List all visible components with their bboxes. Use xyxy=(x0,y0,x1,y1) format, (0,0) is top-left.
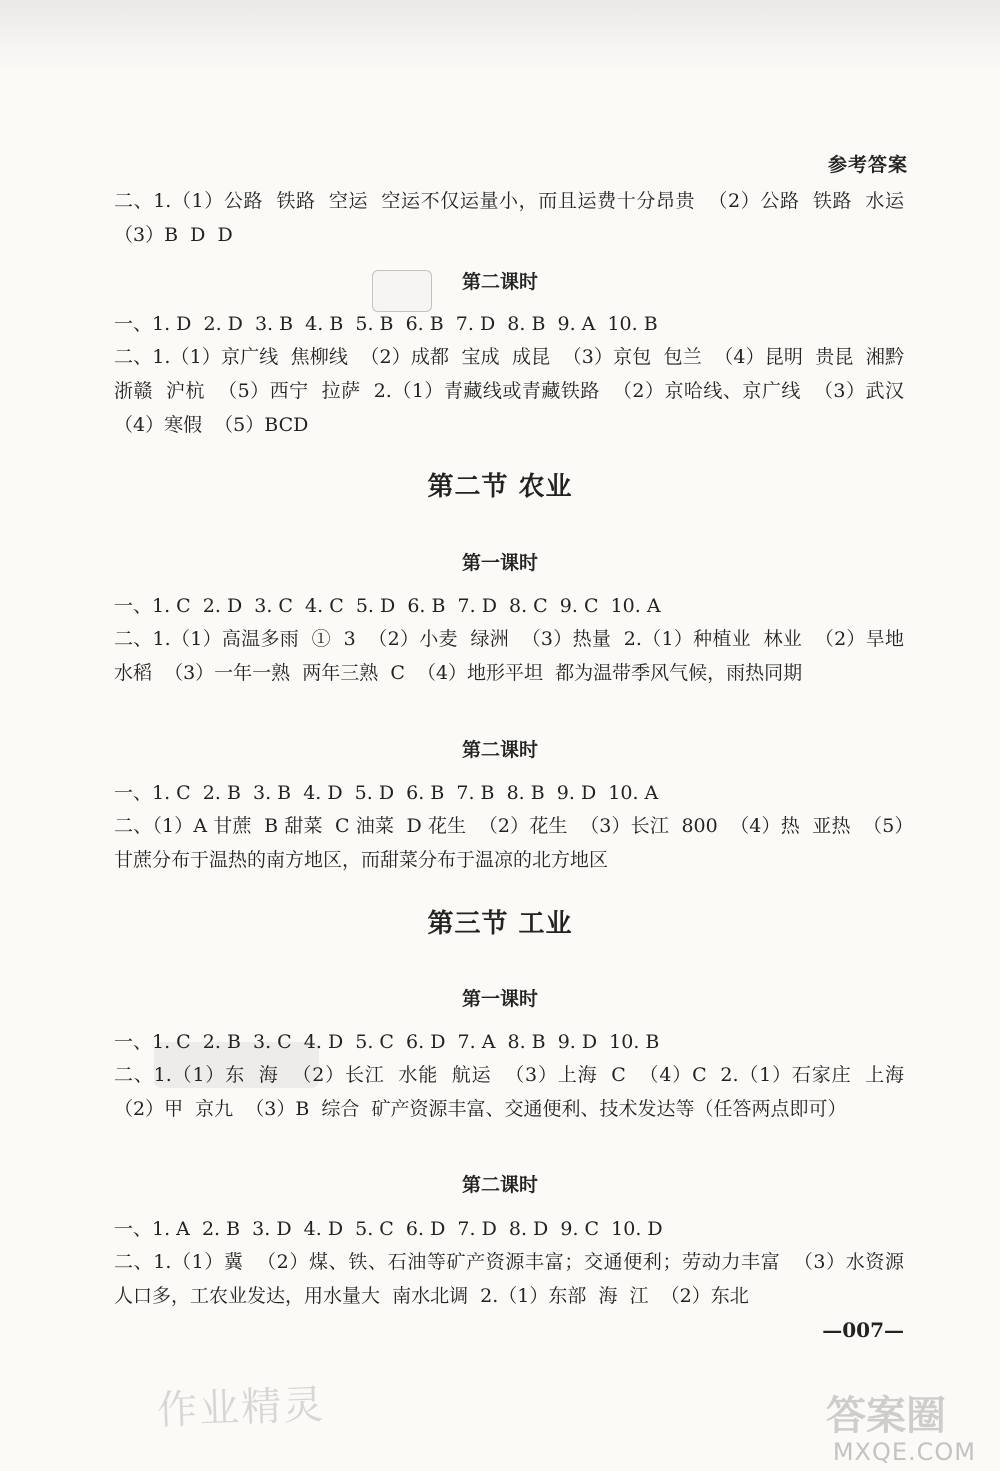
paragraph-8: 一、1. C 2. B 3. C 4. D 5. C 6. D 7. A 8. B 9. D 10. B xyxy=(114,1031,660,1053)
watermark-url: MXQE.COM xyxy=(832,1438,976,1466)
scan-top-shadow xyxy=(0,0,1000,70)
page-number: —007— xyxy=(822,1318,904,1342)
paragraph-10: 一、1. A 2. B 3. D 4. D 5. C 6. D 7. D 8. D 9. C 10. D xyxy=(114,1218,663,1240)
watermark-right: 答案圈 xyxy=(826,1392,946,1439)
section-title: 第二节 农业 xyxy=(427,472,573,502)
answer-key-header: 参考答案 xyxy=(827,154,908,176)
paragraph-5: 二、1.（1）高温多雨 ① 3 （2）小麦 绿洲 （3）热量 2.（1）种植业 林业 （2）旱地 水稻 （3）一年一熟 两年三熟 C （4）地形平坦 都为温带季风气候，雨热同期 xyxy=(114,628,917,684)
section-title: 第三节 工业 xyxy=(427,909,573,939)
paragraph-2: 一、1. D 2. D 3. B 4. B 5. B 6. B 7. D 8. B 9. A 10. B xyxy=(114,313,658,335)
paragraph-11: 二、1.（1）冀 （2）煤、铁、石油等矿产资源丰富；交通便利；劳动力丰富 （3）水资源 人口多，工农业发达，用水量大 南水北调 2.（1）东部 海 江 （2）东北 xyxy=(114,1251,917,1307)
paragraph-4: 一、1. C 2. D 3. C 4. C 5. D 6. B 7. D 8. C 9. C 10. A xyxy=(114,595,661,617)
lesson-title: 第一课时 xyxy=(461,988,538,1010)
paragraph-3: 二、1.（1）京广线 焦柳线 （2）成都 宝成 成昆 （3）京包 包兰 （4）昆明 贵昆 湘黔 浙赣 沪杭 （5）西宁 拉萨 2.（1）青藏线或青藏铁路 （2）京哈线、京广线 （3）武汉 （4）寒假 （5）BCD xyxy=(114,346,917,436)
lesson-title: 第二课时 xyxy=(461,271,538,293)
lesson-title: 第二课时 xyxy=(461,739,538,761)
paragraph-9: 二、1.（1）东 海 （2）长江 水能 航运 （3）上海 C （4）C 2.（1）石家庄 上海 （2）甲 京九 （3）B 综合 矿产资源丰富、交通便利、技术发达等（任答两点即可） xyxy=(114,1064,917,1120)
watermark-left: 作业精灵 xyxy=(156,1382,326,1434)
paragraph-6: 一、1. C 2. B 3. B 4. D 5. D 6. B 7. B 8. B 9. D 10. A xyxy=(114,782,659,804)
paragraph-7: 二、（1）A 甘蔗 B 甜菜 C 油菜 D 花生 （2）花生 （3）长江 800 （4）热 亚热 （5）甘蔗分布于温热的南方地区，而甜菜分布于温凉的北方地区 xyxy=(114,815,904,871)
paragraph-1: 二、1.（1）公路 铁路 空运 空运不仅运量小，而且运费十分昂贵 （2）公路 铁路 水运 （3）B D D xyxy=(114,190,917,246)
lesson-title: 第二课时 xyxy=(461,1174,538,1196)
lesson-title: 第一课时 xyxy=(461,552,538,574)
